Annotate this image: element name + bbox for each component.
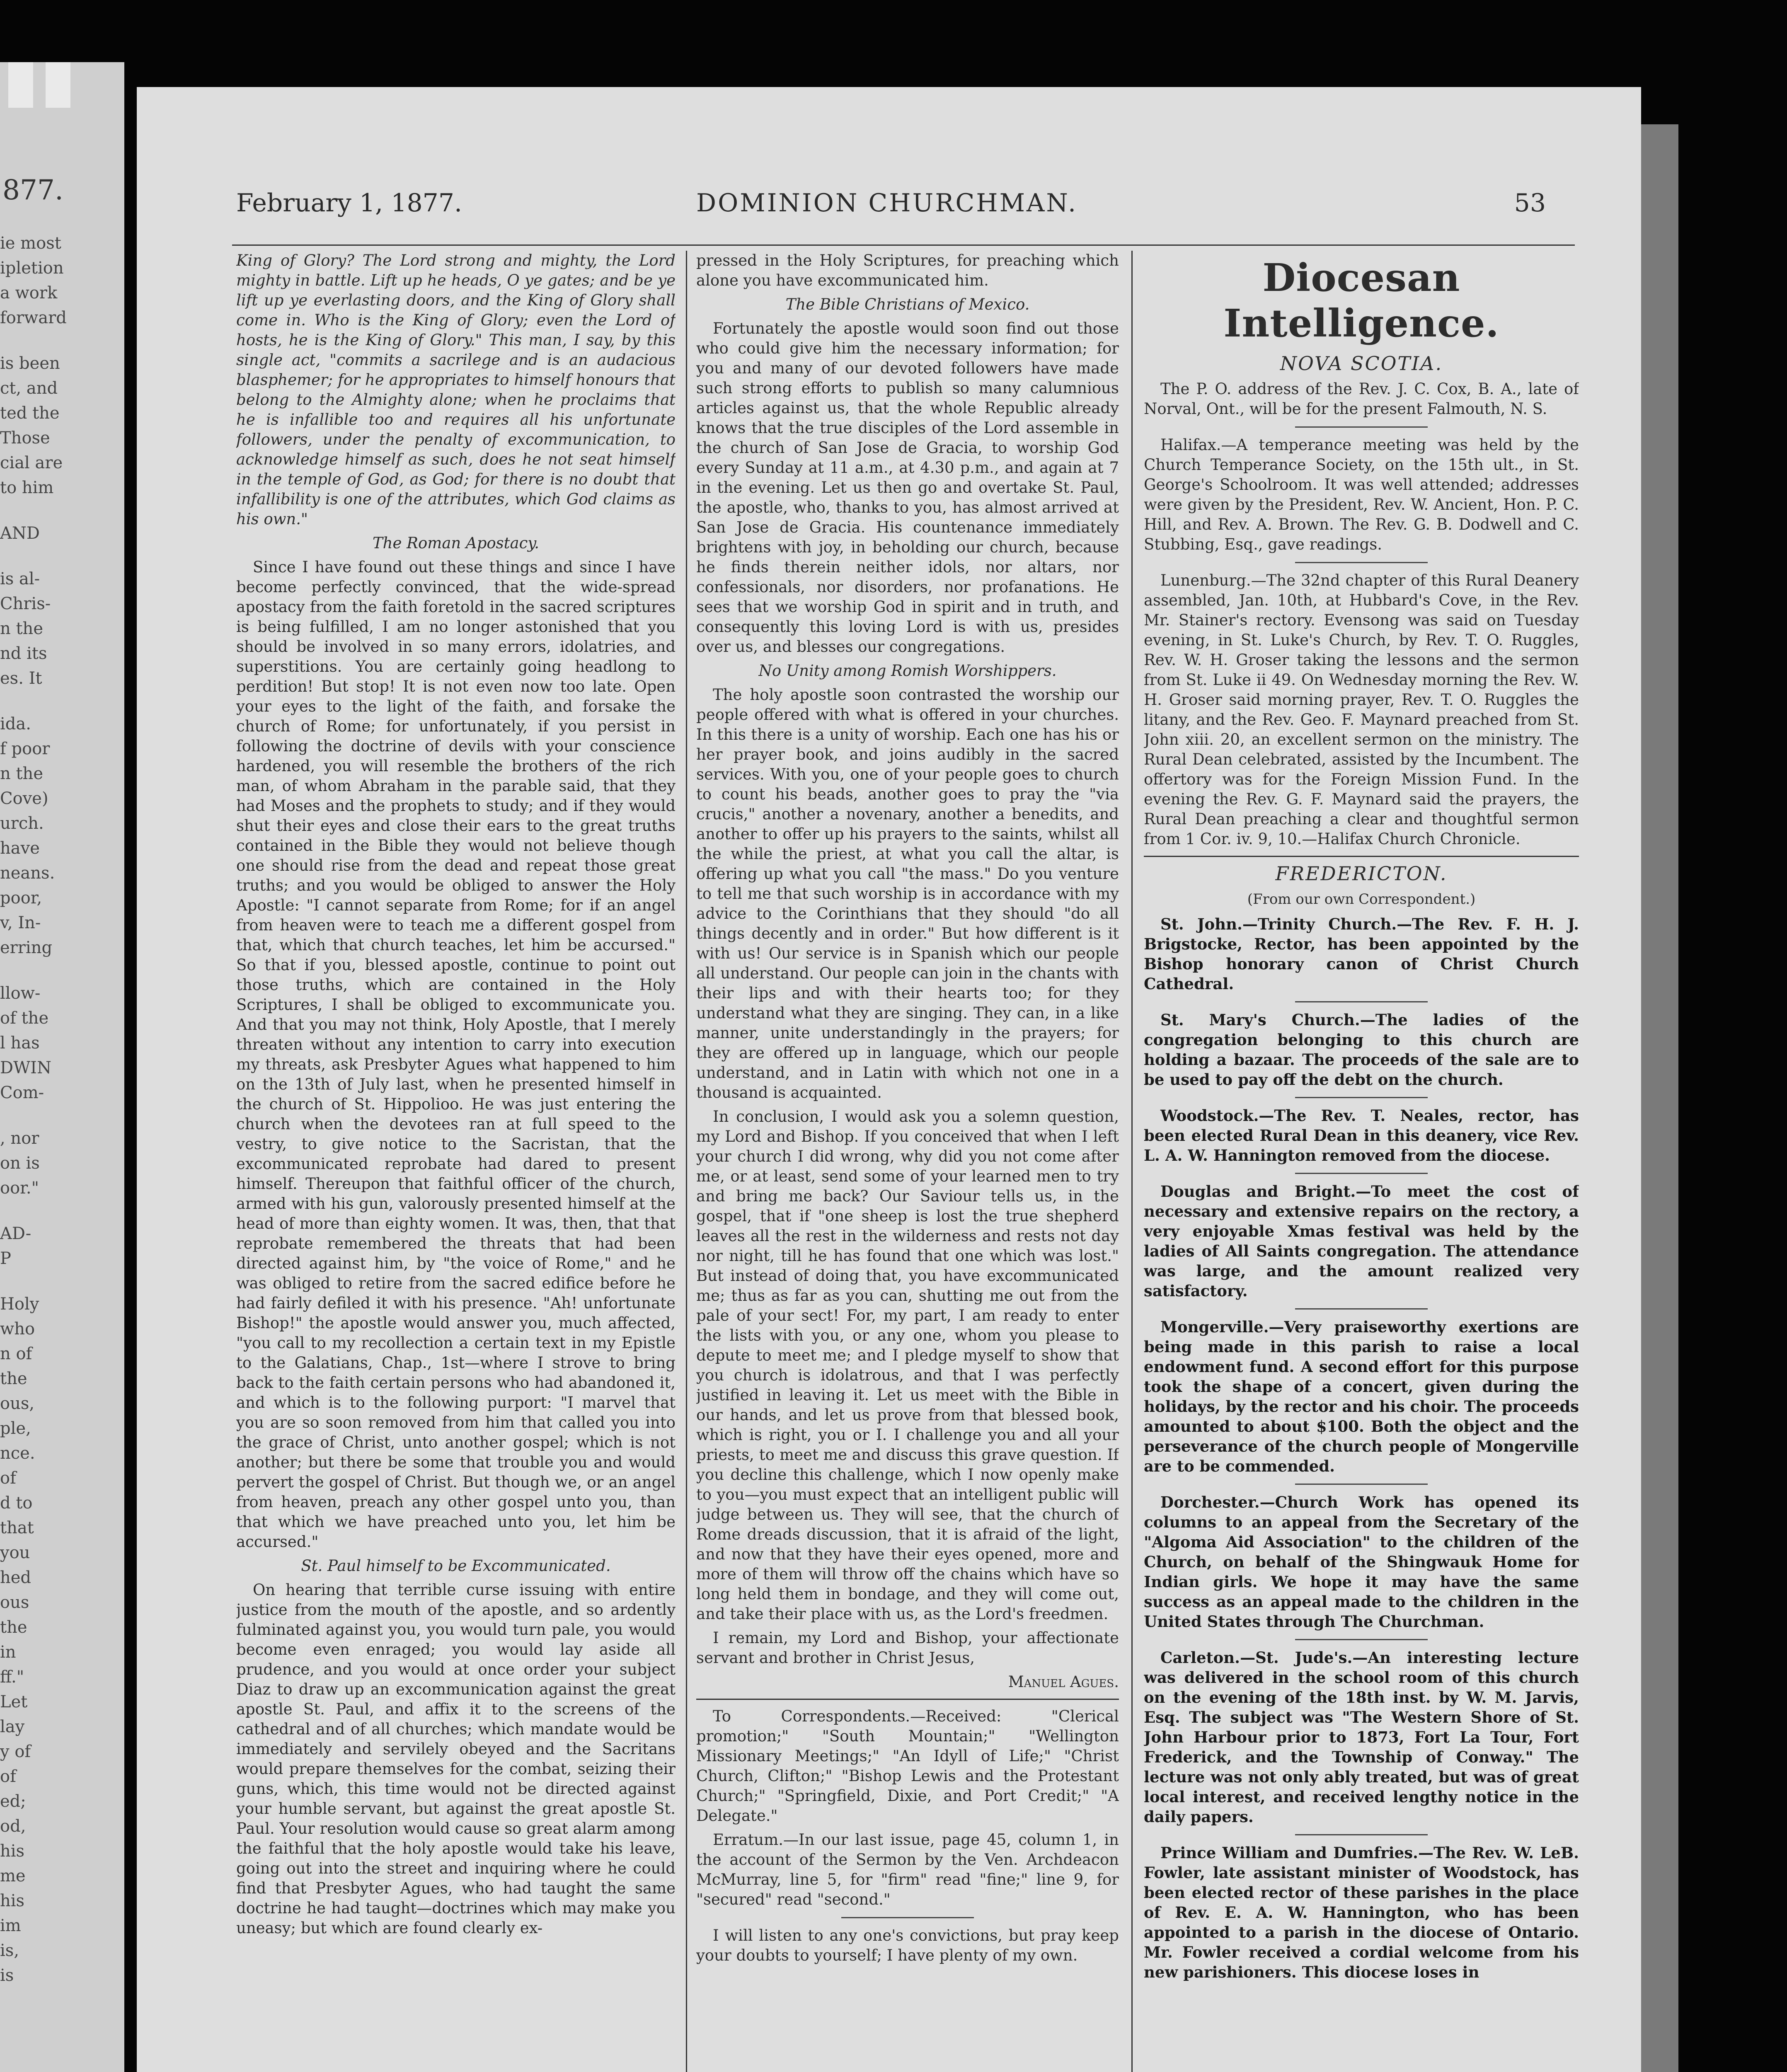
col2-opening: pressed in the Holy Scriptures, for preaching which alone you have excommunicated him. bbox=[696, 252, 1119, 289]
adjacent-page-fragment: me bbox=[0, 1866, 26, 1886]
ns-lunenburg: Lunenburg.—The 32nd chapter of this Rural Deanery assembled, Jan. 10th, at Hubbard's Cove, in the Rev. Mr. Stainer's rectory. Evensong was said on Tuesday evening, in St. Luke's Church, by Rev. T. O. Ruggles, Rev. W. H. Groser taking the lessons and the sermon from St. Luke ii 49. On Wednesday morning the Rev. W. H. Groser said morning prayer, Rev. T. O. Ruggles the litany, and the Rev. Geo. F. Maynard preached from St. John xiii. 20, an excellent sermon on the ministry. The Rural Dean celebrated, assisted by the Incumbent. The offertory was for the Foreign Mission Fund. In the evening the Rev. G. F. Maynard said the prayers, the Rural Dean preaching a clear and thoughtful sermon from 1 Cor. iv. 9, 10.—Halifax Church Chronicle. bbox=[1144, 571, 1579, 848]
adjacent-page-fragment: ct, and bbox=[0, 379, 58, 398]
col2-paragraph-2: The holy apostle soon contrasted the worship our people offered with what is offered in your churches. In this there is a unity of worship. Each one has his or her prayer book, and joins audibly in the sacred services. With you, one of your people goes to church to count his beads, another goes to pray the "via crucis," another a novenary, another a benedits, and another to offer up his prayers to the saints, whilst all the while the priest, at what you call the altar, is offering up what you call "the mass." Do you venture to tell me that such worship is in accordance with my advice to the Corinthians that they should "do all things decently and in order." But how different is it with us! Our service is in Spanish which our people all understand. Our people can join in the chants with their lips and with their hearts too; for they understand what they are singing. They can, in a like manner, unite understandingly in the prayers; for they are offered up in language, which our people understand, and in Latin with which not one in a thousand is acquainted. bbox=[696, 686, 1119, 1101]
adjacent-page-fragment: his bbox=[0, 1842, 25, 1861]
column-3 bbox=[1144, 251, 1579, 2072]
adjacent-page-fragment: ie most bbox=[0, 234, 61, 253]
adjacent-page-fragment: nd its bbox=[0, 644, 47, 663]
adjacent-page-fragment: od, bbox=[0, 1817, 26, 1836]
column-divider-1 bbox=[686, 251, 687, 2072]
column-2 bbox=[696, 251, 1119, 2072]
col2-closing: I will listen to any one's convictions, but pray keep your doubts to yourself; I have plenty of my own. bbox=[696, 1927, 1119, 1964]
adjacent-page-fragment: oor." bbox=[0, 1179, 39, 1198]
fr-rule-2 bbox=[1295, 1097, 1428, 1098]
adjacent-page-fragment: that bbox=[0, 1518, 34, 1537]
fr-woodstock: Woodstock.—The Rev. T. Neales, rector, has been elected Rural Dean in this deanery, vice Rev. L. A. W. Hannington removed from the diocese. bbox=[1144, 1106, 1579, 1164]
col1-paragraph-1: Since I have found out these things and since I have become perfectly convinced, that the wide-spread apostacy from the faith foretold in the sacred scriptures is being fulfilled, I am no longer astonished that you should be involved in so many errors, idolatries, and superstitions. You are certainly going headlong to perdition! But stop! It is not even now too late. Open your eyes to the light of the faith, and forsake the church of Rome; for unfortunately, if you persist in following the doctrine of devils with your conscience hardened, you will resemble the brothers of the rich man, of whom Abraham in the parable said, that they had Moses and the prophets to study; and if they would shut their eyes and close their ears to the great truths contained in the Bible they would not believe though one should rise from the dead and repeat those great truths; and you would be obliged to answer the Holy Apostle: "I cannot separate from Rome; for if an angel from heaven were to teach me a different gospel from that, which that church teaches, let him be accursed." So that if you, blessed apostle, continue to point out those truths, which are contained in the Holy Scriptures, I shall be obliged to excommunicate you. And that you may not think, Holy Apostle, that I merely threaten without any intention to carry into execution my threats, ask Presbyter Agues what happened to him on the 13th of July last, when he presented himself in the church of St. Hippolioo. He was just entering the church when the devotees ran at full speed to the vestry, to give notice to the Sacristan, that the excommunicated reprobate had dared to present himself. Thereupon that faithful officer of the church, armed with his gun, valorously presented himself at the head of more than eighty women. It was, then, that that reprobate remembered the threats that had been directed against him, by "the voice of Rome," and he was obliged to retire from the sacred edifice before he had fairly defiled it with his presence. "Ah! unfortunate Bishop!" the apostle would answer you, much affected, "you call to my recollection a certain text in my Epistle to the Galatians, Chap., 1st—where I strove to bring back to the faith certain persons who had abandoned it, and which is to the following purport: "I marvel that you are so soon removed from him that called you into the grace of Christ, unto another gospel; which is not another; but there be some that trouble you and would pervert the gospel of Christ. But though we, or an angel from heaven, preach any other gospel unto you, than that which we have preached unto you, let him be accursed." bbox=[236, 558, 676, 1551]
adjacent-page-fragment: n of bbox=[0, 1344, 32, 1363]
col2-correspondents: To Correspondents.—Received: "Clerical promotion;" "South Mountain;" "Wellington Missionary Meetings;" "An Idyll of Life;" "Christ Church, Clifton;" "Bishop Lewis and the Protestant Church;" "Springfield, Dixie, and Port Credit;" "A Delegate." bbox=[696, 1707, 1119, 1825]
col1-subheading-st-paul: St. Paul himself to be Excommunicated. bbox=[301, 1557, 611, 1575]
col2-subheading-no-unity: No Unity among Romish Worshippers. bbox=[758, 662, 1057, 680]
col2-signature: Manuel Agues. bbox=[1008, 1673, 1119, 1691]
col1-opening: King of Glory? The Lord strong and mighty, the Lord mighty in battle. Lift up he heads, O ye gates; and be ye lift up ye everlasting doors, and the King of Glory shall come in. Who is the King of Glory; even the Lord of hosts, he is the King of Glory." This man, I say, by this single act, "commits a sacrilege and is an audacious blasphemer; for he appropriates to himself honours that belong to the Almighty alone; when he proclaims that he is infallible too and requires all his unfortunate followers, under the penalty of excommunication, to acknowledge himself as such, does he not seat himself in the temple of God, as God; for there is no doubt that infallibility is one of the attributes, which God claims as his own." bbox=[236, 252, 676, 528]
adjacent-page-fragment: im bbox=[0, 1916, 21, 1935]
adjacent-page-fragment: n the bbox=[0, 764, 43, 783]
col2-erratum: Erratum.—In our last issue, page 45, column 1, in the account of the Sermon by the Ven. Archdeacon McMurray, line 5, for "firm" read "fine;" line 9, for "secured" read "second." bbox=[696, 1831, 1119, 1908]
adjacent-page-fragment: DWIN bbox=[0, 1058, 51, 1077]
adjacent-page-fragment: neans. bbox=[0, 864, 55, 883]
col2-paragraph-3: In conclusion, I would ask you a solemn question, my Lord and Bishop. If you conceived that when I left your church I did wrong, why did you not come after me, or at least, send some of your learned men to try and bring me back? Our Saviour tells us, in the gospel, that if "one sheep is lost the true shepherd leaves all the rest in the wilderness and rests not day nor night, till he has found that one which was lost." But instead of doing that, you have excommunicated me; thus as far as you can, shutting me out from the pale of your sect! For, my part, I am ready to enter the lists with you, or any one, whom you please to depute to meet me; and I pledge myself to show that you church is idolatrous, and that I was perfectly justified in leaving it. Let us meet with the Bible in our hands, and let us prove from that blessed book, which is right, you or I. I challenge you and all your priests, to meet me and discuss this grave question. If you decline this challenge, which I now openly make to you—you must expect that an intelligent public will judge between us. They will see, that the church of Rome dreads discussion, that it is afraid of the light, and now that they have their eyes opened, more and more of them will throw off the chains which have so long held them in bondage, and they will come out, and take their place with us, as the Lord's freedmen. bbox=[696, 1108, 1119, 1623]
adjacent-page-fragment: l has bbox=[0, 1034, 40, 1053]
fredericton-heading: FREDERICTON. bbox=[1275, 862, 1448, 885]
adjacent-page-fragment: the bbox=[0, 1618, 27, 1637]
adjacent-page-fragment: who bbox=[0, 1319, 35, 1339]
adjacent-page-fragment: ff." bbox=[0, 1668, 24, 1687]
adjacent-page-fragment: is, bbox=[0, 1941, 19, 1960]
binding-mark-top-1 bbox=[8, 62, 33, 108]
col2-paragraph-4: I remain, my Lord and Bishop, your affectionate servant and brother in Christ Jesus, bbox=[696, 1629, 1119, 1667]
diocesan-intelligence-heading: Diocesan Intelligence. bbox=[1223, 255, 1499, 346]
adjacent-page-fragment: of bbox=[0, 1767, 16, 1786]
adjacent-page-fragment: ipletion bbox=[0, 259, 64, 278]
adjacent-page-fragment: AD- bbox=[0, 1224, 31, 1243]
adjacent-page-fragment: is bbox=[0, 1966, 14, 1985]
ns-address-notice: The P. O. address of the Rev. J. C. Cox, B. A., late of Norval, Ont., will be for the present Falmouth, N. S. bbox=[1144, 380, 1579, 418]
adjacent-page-fragment: of bbox=[0, 1469, 16, 1488]
adjacent-page-fragment: P bbox=[0, 1249, 11, 1268]
ns-rule-2 bbox=[1295, 562, 1428, 563]
fr-st-john: St. John.—Trinity Church.—The Rev. F. H. J. Brigstocke, Rector, has been appointed by the Bishop honorary canon of Christ Church Cathedral. bbox=[1144, 915, 1579, 993]
adjacent-page-year: 877. bbox=[2, 174, 63, 206]
adjacent-page-fragment: is al- bbox=[0, 569, 40, 588]
col2-separator bbox=[696, 1699, 1119, 1700]
adjacent-page-fragment: ida. bbox=[0, 714, 31, 733]
adjacent-page-fragment: v, In- bbox=[0, 913, 41, 932]
adjacent-page-fragment: ted the bbox=[0, 404, 60, 423]
page-number: 53 bbox=[1514, 189, 1546, 218]
adjacent-page-fragment: nce. bbox=[0, 1444, 35, 1463]
section-rule bbox=[1144, 856, 1579, 857]
adjacent-page-fragment: Holy bbox=[0, 1295, 39, 1314]
col2-paragraph-1: Fortunately the apostle would soon find out those who could give him the necessary information; for you and many of our devoted followers have made such strong efforts to publish so many calumnious articles against us, that the whole Republic already knows that the true disciples of the Lord assemble in the church of San Jose de Gracia, to worship God every Sunday at 11 a.m., at 4.30 p.m., and again at 7 in the evening. Let us then go and overtake St. Paul, the apostle, who, thanks to you, has almost arrived at San Jose de Gracia. His countenance immediately brightens with joy, in beholding our church, because he finds therein neither idols, nor altars, nor confessionals, nor disorders, nor profanations. He sees that we worship God in spirit and in truth, and consequently this loving Lord is with us, presides over us, and blesses our congregations. bbox=[696, 320, 1119, 656]
adjacent-page-fragment: Chris- bbox=[0, 594, 51, 613]
fr-rule-5 bbox=[1295, 1484, 1428, 1485]
adjacent-page-fragment: a work bbox=[0, 283, 58, 303]
col2-subheading-bible-christians: The Bible Christians of Mexico. bbox=[785, 295, 1030, 313]
adjacent-page-fragment: cial are bbox=[0, 453, 63, 472]
fr-douglas: Douglas and Bright.—To meet the cost of necessary and extensive repairs on the rectory, a very enjoyable Xmas festival was held by the ladies of All Saints congregation. The attendance was large, and the amount realized very satisfactory. bbox=[1144, 1182, 1579, 1300]
page-header bbox=[137, 189, 1641, 238]
adjacent-page-fragment: f poor bbox=[0, 739, 50, 758]
header-title: DOMINION CHURCHMAN. bbox=[696, 189, 1078, 218]
col1-paragraph-2: On hearing that terrible curse issuing with entire justice from the mouth of the apostle, and so ardently fulminated against you, you would turn pale, you would become even enraged; you would lay aside all prudence, and you would at once order your subject Diaz to draw up an excommunication against the great apostle St. Paul, and affix it to the screens of the cathedral and of all churches; which mandate would be immediately and servilely obeyed and the Sacritans would prepare themselves for the combat, seizing their guns, which, this time would not be directed against your humble servant, but against the great apostle St. Paul. Your resolution would cause so great alarm among the faithful that the holy apostle would take his leave, going out into the street and inquiring where he could find that Presbyter Agues, who had taught the same doctrine he had taught—doctrines which may make you uneasy; but which are found clearly ex- bbox=[236, 1581, 676, 1937]
adjacent-page-fragment: es. It bbox=[0, 669, 42, 688]
adjacent-page-fragment: AND bbox=[0, 524, 40, 543]
nova-scotia-heading: NOVA SCOTIA. bbox=[1280, 352, 1443, 375]
adjacent-page-edge bbox=[0, 62, 124, 2072]
adjacent-page-fragment: erring bbox=[0, 938, 53, 957]
adjacent-page-fragment: the bbox=[0, 1369, 27, 1388]
fr-rule-3 bbox=[1295, 1173, 1428, 1174]
page-stack-edge bbox=[1641, 124, 1678, 2072]
fr-dorchester: Dorchester.—Church Work has opened its columns to an appeal from the Secretary of the "Algoma Aid Association" to the children of the Church, on behalf of the Shingwauk Home for Indian girls. We hope it may have the same success as an appeal made to the children in the United States through The Churchman. bbox=[1144, 1493, 1579, 1631]
column-1 bbox=[236, 251, 676, 2072]
column-divider-2 bbox=[1131, 251, 1133, 2072]
adjacent-page-fragment: is been bbox=[0, 354, 60, 373]
adjacent-page-fragment: in bbox=[0, 1643, 16, 1662]
header-date: February 1, 1877. bbox=[236, 189, 462, 218]
adjacent-page-fragment: lay bbox=[0, 1717, 25, 1736]
adjacent-page-fragment: hed bbox=[0, 1568, 31, 1587]
adjacent-page-fragment: to him bbox=[0, 478, 54, 497]
fr-mongerville: Mongerville.—Very praiseworthy exertions are being made in this parish to raise a local endowment fund. A second effort for this purpose took the shape of a concert, given during the holidays, by the rector and his choir. The proceeds amounted to about $100. Both the object and the perseverance of the church people of Mongerville are to be commended. bbox=[1144, 1318, 1579, 1475]
adjacent-page-fragment: have bbox=[0, 839, 40, 858]
adjacent-page-fragment: urch. bbox=[0, 814, 44, 833]
fredericton-note: (From our own Correspondent.) bbox=[1247, 891, 1476, 908]
header-rule bbox=[232, 244, 1575, 246]
ns-rule-1 bbox=[1295, 426, 1428, 428]
fr-rule-6 bbox=[1295, 1639, 1428, 1640]
adjacent-page-fragment: , nor bbox=[0, 1129, 39, 1148]
adjacent-page-fragment: Cove) bbox=[0, 789, 48, 808]
adjacent-page-fragment: n the bbox=[0, 619, 43, 638]
col2-short-rule bbox=[841, 1917, 974, 1918]
ns-halifax: Halifax.—A temperance meeting was held by the Church Temperance Society, on the 15th ult., in St. George's Schoolroom. It was well attended; addresses were given by the President, Rev. W. Ancient, Hon. P. C. Hill, and Rev. A. Brown. The Rev. G. B. Dodwell and C. Stubbing, Esq., gave readings. bbox=[1144, 436, 1579, 553]
fr-rule-4 bbox=[1295, 1308, 1428, 1310]
adjacent-page-fragment: poor, bbox=[0, 888, 42, 908]
adjacent-page-fragment: ple, bbox=[0, 1419, 31, 1438]
binding-mark-top-2 bbox=[46, 62, 70, 108]
newspaper-page bbox=[137, 87, 1641, 2072]
adjacent-page-fragment: ous bbox=[0, 1593, 29, 1612]
adjacent-page-fragment: d to bbox=[0, 1493, 33, 1513]
fr-rule-7 bbox=[1295, 1834, 1428, 1835]
adjacent-page-fragment: llow- bbox=[0, 984, 41, 1003]
adjacent-page-fragment: you bbox=[0, 1543, 30, 1562]
col1-subheading-roman-apostacy: The Roman Apostacy. bbox=[372, 534, 540, 552]
adjacent-page-fragment: ed; bbox=[0, 1792, 26, 1811]
fr-prince-william: Prince William and Dumfries.—The Rev. W. LeB. Fowler, late assistant minister of Woodstock, has been elected rector of these parishes in the place of Rev. E. A. W. Hannington, who has been appointed to a parish in the diocese of Ontario. Mr. Fowler received a cordial welcome from his new parishioners. This diocese loses in bbox=[1144, 1844, 1579, 1981]
fr-st-mary: St. Mary's Church.—The ladies of the congregation belonging to this church are holding a bazaar. The proceeds of the sale are to be used to pay off the debt on the church. bbox=[1144, 1011, 1579, 1089]
fr-carleton: Carleton.—St. Jude's.—An interesting lecture was delivered in the school room of this church on the evening of the 18th inst. by W. M. Jarvis, Esq. The subject was "The Western Shore of St. John Harbour prior to 1873, Fort La Tour, Fort Frederick, and the Township of Conway." The lecture was not only ably treated, but was of great local interest, and received lengthy notice in the daily papers. bbox=[1144, 1648, 1579, 1826]
adjacent-page-fragment: his bbox=[0, 1891, 25, 1910]
adjacent-page-fragment: Let bbox=[0, 1692, 28, 1711]
adjacent-page-fragment: of the bbox=[0, 1009, 49, 1028]
adjacent-page-fragment: Those bbox=[0, 428, 50, 448]
adjacent-page-fragment: forward bbox=[0, 308, 67, 327]
adjacent-page-fragment: ous, bbox=[0, 1394, 35, 1413]
adjacent-page-fragment: Com- bbox=[0, 1083, 44, 1102]
fr-rule-1 bbox=[1295, 1001, 1428, 1002]
adjacent-page-fragment: on is bbox=[0, 1154, 40, 1173]
adjacent-page-fragment: y of bbox=[0, 1742, 31, 1761]
